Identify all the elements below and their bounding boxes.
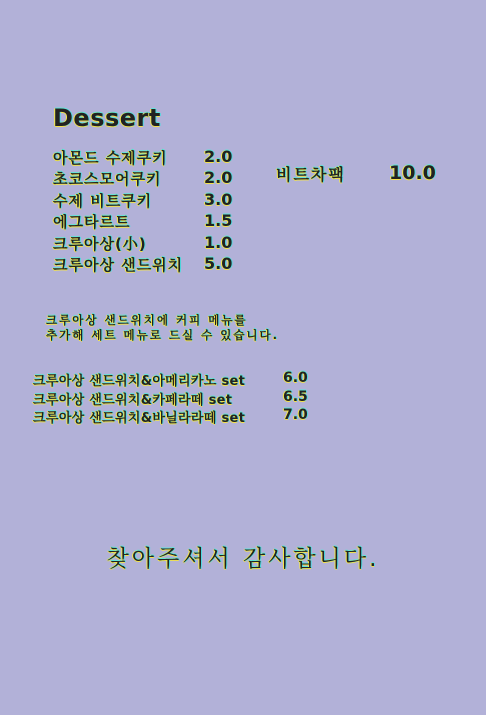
- set-note: [46, 313, 279, 343]
- menu-item-name: 크루아상 샌드위치: [53, 255, 184, 274]
- menu-item-name: 수제 비트쿠키: [53, 191, 153, 210]
- set-item-price: 6.5: [283, 388, 308, 405]
- menu-title: Dessert: [53, 104, 161, 132]
- side-item-name: 비트차팩: [276, 165, 346, 184]
- menu-item-price: 3.0: [204, 189, 233, 209]
- set-item-name: 크루아상 샌드위치&아메리카노 set: [33, 374, 246, 389]
- menu-item-name: 크루아상(小): [53, 234, 147, 253]
- menu-item-name: 아몬드 수제쿠키: [53, 149, 168, 167]
- side-item-price: 10.0: [389, 162, 436, 184]
- menu-item-price: 1.0: [204, 232, 233, 252]
- menu-item-price: 1.5: [204, 211, 233, 231]
- set-item-name: 크루아상 샌드위치&카페라떼 set: [33, 392, 233, 408]
- menu-item-price: 5.0: [204, 253, 233, 273]
- menu-item-name: 에그타르트: [53, 213, 131, 232]
- set-note-line: 추가해 세트 메뉴로 드실 수 있습니다.: [46, 328, 280, 342]
- set-item-price: 7.0: [283, 407, 308, 423]
- set-item-price: 6.0: [283, 370, 308, 386]
- menu-item-price: 2.0: [204, 147, 233, 166]
- menu-item-name: 초코스모어쿠키: [53, 170, 162, 189]
- thank-you-message: 찾아주셔서 감사합니다.: [106, 546, 380, 572]
- set-note-line: 크루아상 샌드위치에 커피 메뉴를: [46, 313, 248, 327]
- menu-item-price: 2.0: [204, 168, 233, 188]
- set-item-name: 크루아상 샌드위치&바닐라라떼 set: [33, 411, 246, 426]
